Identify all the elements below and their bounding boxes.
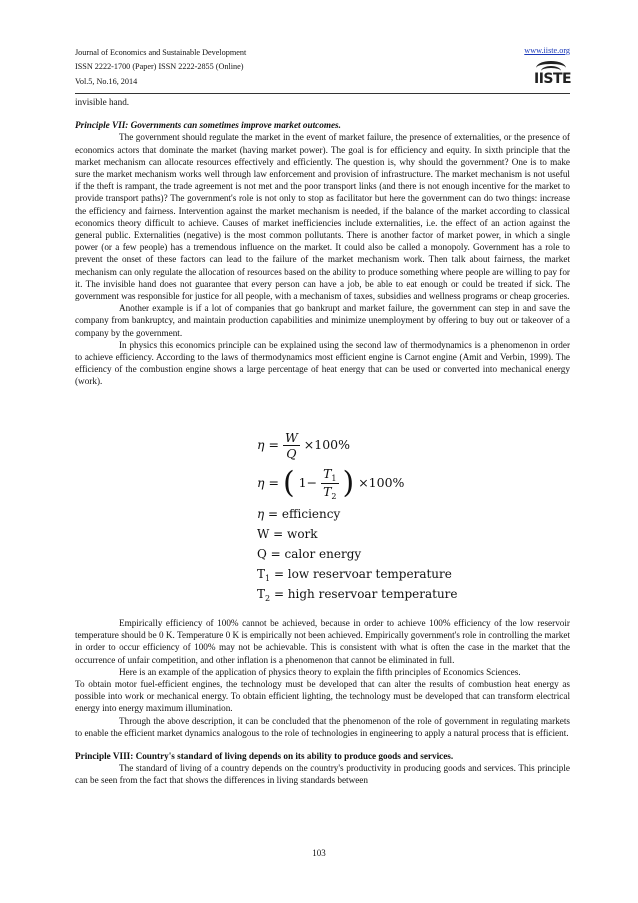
- paragraph-3: In physics this economics principle can be explained using the second law of thermodynamics is a phenomenon in order to achieve efficiency. According to the laws of thermodynamics most efficient engine is Carnot engine (Amit and Verbin, 1999). The efficiency of the combustion engine shows a large percentage of heat energy that can be used or converted into mechanical energy (work).: [75, 339, 570, 387]
- journal-title: Journal of Economics and Sustainable Development: [75, 48, 247, 57]
- paragraph-7: Through the above description, it can be concluded that the phenomenon of the role of government in regulating markets to enable the efficient market dynamics analogous to the role of technologies in engineering to apply a natural process that is efficient.: [75, 715, 570, 738]
- definition-low-temperature: $T_1$ = low reservoar temperature: [257, 567, 452, 583]
- page-number: 103: [312, 848, 326, 858]
- journal-issn: ISSN 2222-1700 (Paper) ISSN 2222-2855 (Online): [75, 62, 244, 72]
- definition-efficiency: η = efficiency: [257, 507, 341, 521]
- paragraph-8: The standard of living of a country depends on the country's productivity in producing goods and services. This principle can be seen from the fact that shows the differences in living standards between: [75, 763, 570, 786]
- efficiency-equation-1: η = $\frac{W}{Q}$ ×100%: [257, 430, 351, 461]
- logo-text: IISTE: [534, 71, 572, 87]
- definition-high-temperature: $T_2$ = high reservoar temperature: [257, 587, 458, 603]
- efficiency-equation-2: η = ( 1− $\frac{T_1}{T_2}$ ) ×100%: [257, 465, 405, 501]
- paragraph-6: To obtain motor fuel-efficient engines, the technology must be developed that can alter the results of combustion heat energy as possible into work or mechanical energy. To obtain efficient lighting, the technology must be developed that can transform electrical energy into energy maximum illumination.: [75, 679, 570, 714]
- journal-url-link[interactable]: www.iiste.org: [524, 46, 570, 55]
- article-body: [75, 96, 570, 388]
- work-over-heat-fraction: $\frac{W}{Q}$: [284, 430, 298, 461]
- principle-8-heading: Principle VIII: Country's standard of living depends on its ability to produce goods and services.: [75, 751, 454, 762]
- definition-work: W = work: [257, 527, 318, 541]
- principle-7-heading: Principle VII: Governments can sometimes improve market outcomes.: [75, 120, 341, 131]
- paragraph-2: Another example is if a lot of companies that go bankrupt and market failure, the government can step in and save the company from bankruptcy, and maintain production capabilities and minimize unemployment by offering to buy out or takeover of a company by the government.: [75, 303, 570, 338]
- definition-calor-energy: Q = calor energy: [257, 547, 362, 561]
- temperature-ratio-fraction: $\frac{T_1}{T_2}$: [323, 466, 337, 501]
- paragraph-5: Here is an example of the application of physics theory to explain the fifth principles of Economics Sciences.: [119, 666, 521, 677]
- journal-volume: Vol.5, No.16, 2014: [75, 76, 138, 86]
- header-divider: [75, 93, 570, 94]
- iiste-logo: [534, 61, 570, 89]
- journal-header: [75, 46, 246, 89]
- intro-line: invisible hand.: [75, 97, 130, 107]
- article-body-continued: [75, 617, 570, 787]
- paragraph-1: The government should regulate the market in the event of market failure, the presence of externalities, or the presence of economics actors that dominate the market (having market power). The goal is for efficiency and equity. In sixth principle that the market mechanism can allocate resources effectively and efficiently. The question is, why should the government? One is to make sure the market mechanism works well through law enforcement and provision of infrastructure. The market mechanism is not useful if the theft is rampant, the trade agreement is not met and the poor transport links (and there is not enough incentive for the market to provide transport paths)? The government's role is not only to stop as facilitator but here the government can do two things: increase the efficiency and fairness. Intervention against the market mechanism is needed, if the balance of the market according to classical economics theory difficult to achieve. Causes of market inefficiencies include externalities, i.e. the effect of an action against the general public. Externalities (negative) is the most common pollutants. There is another factor of market power, in which a single power (or a few people) has a tremendous influence on the market. It could also be called a monopoly. Government has a role to prevent the onset of these factors can lead to the failure of the market mechanism work. Then talk about fairness, the market mechanism can only regulate the allocation of resources based on the ability to produce something where people are willing to pay for it. The invisible hand does not guarantee that every person can have a job, be able to eat enough or could be treated if sick. The government was responsible for justice for all people, with a mechanism of taxes, subsidies and wellness programs or cheap groceries.: [75, 132, 570, 302]
- paragraph-4: Empirically efficiency of 100% cannot be achieved, because in order to achieve 100% efficiency of the low reservoir temperature should be 0 K. Temperature 0 K is empirically not been achieved. Empirically government's role in controlling the market in order to occur efficiency of 100% may not be achievable. This is consistent with what is often the case in the market that the occurrence of unfair competition, and other inflation is a phenomenon that cannot be eliminated in full.: [75, 618, 570, 665]
